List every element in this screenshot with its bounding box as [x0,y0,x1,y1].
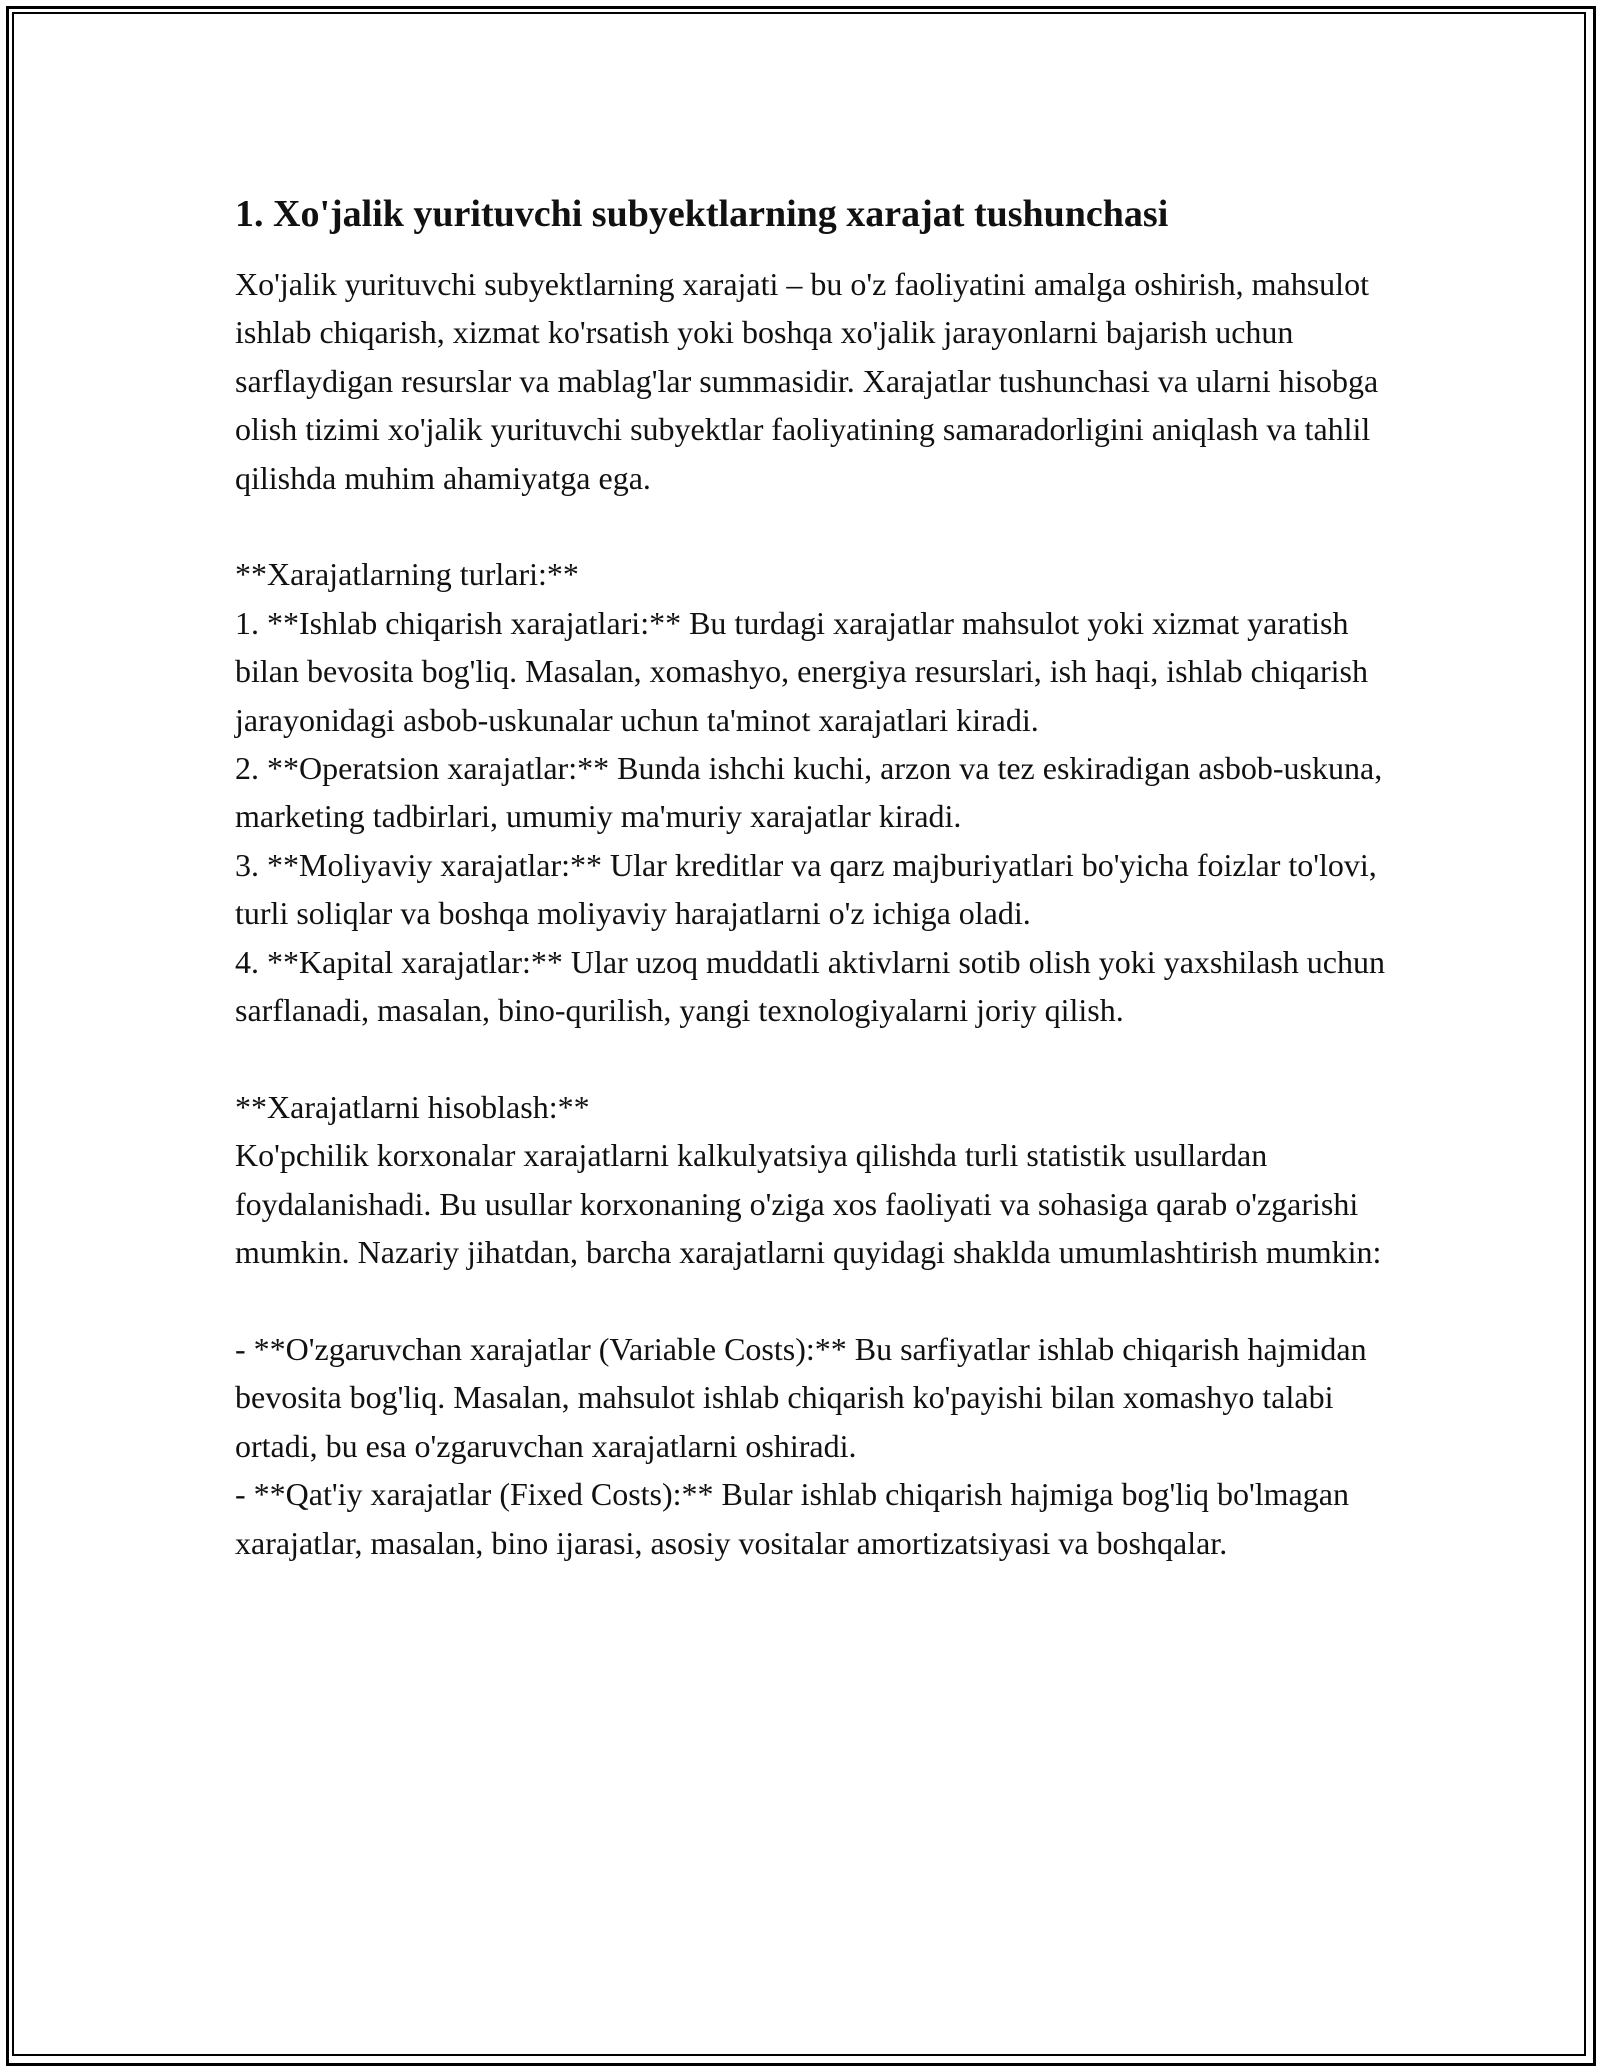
types-item-1: 1. **Ishlab chiqarish xarajatlari:** Bu turdagi xarajatlar mahsulot yoki xizmat yaratish bilan bevosita bog'liq. Masalan, xomashyo, energiya resurslari, ish haqi, ishlab chiqarish jarayonidagi asbob-uskunalar uchun ta'minot xarajatlari kiradi. [235,604,1368,738]
types-item-4: 4. **Kapital xarajatlar:** Ular uzoq muddatli aktivlarni sotib olish yoki yaxshilash uchun sarflanadi, masalan, bino-qurilish, yangi texnologiyalarni joriy qilish. [235,943,1385,1029]
variable-costs-item: - **O'zgaruvchan xarajatlar (Variable Costs):** Bu sarfiyatlar ishlab chiqarish hajmidan bevosita bog'liq. Masalan, mahsulot ishlab chiqarish ko'payishi bilan xomashyo talabi ortadi, bu esa o'zgaruvchan xarajatlarni oshiradi. [235,1330,1367,1464]
document-page [235,190,1385,1567]
paragraph-spacer [235,502,1385,550]
fixed-costs-item: - **Qat'iy xarajatlar (Fixed Costs):** Bular ishlab chiqarish hajmiga bog'liq bo'lmagan xarajatlar, masalan, bino ijarasi, asosiy vositalar amortizatsiyasi va boshqalar. [235,1476,1349,1561]
document-title: 1. Xo'jalik yurituvchi subyektlarning xarajat tushunchasi [235,193,1169,235]
paragraph-spacer [235,1277,1385,1325]
calculation-paragraph: Ko'pchilik korxonalar xarajatlarni kalkulyatsiya qilishda turli statistik usullardan foydalanishadi. Bu usullar korxonaning o'ziga xos faoliyati va sohasiga qarab o'zgarishi mumkin. Nazariy jihatdan, barcha xarajatlarni quyidagi shaklda umumlashtirish mumkin: [235,1137,1382,1271]
calculation-heading: **Xarajatlarni hisoblash:** [235,1088,590,1125]
paragraph-spacer [235,1034,1385,1082]
types-item-3: 3. **Moliyaviy xarajatlar:** Ular kreditlar va qarz majburiyatlari bo'yicha foizlar to'lovi, turli soliqlar va boshqa moliyaviy harajatlarni o'z ichiga oladi. [235,846,1377,932]
types-heading: **Xarajatlarning turlari:** [235,556,579,593]
types-item-2: 2. **Operatsion xarajatlar:** Bunda ishchi kuchi, arzon va tez eskiradigan asbob-uskuna, marketing tadbirlari, umumiy ma'muriy xarajatlar kiradi. [235,750,1383,835]
document-body [235,260,1385,1567]
intro-paragraph: Xo'jalik yurituvchi subyektlarning xarajati – bu o'z faoliyatini amalga oshirish, mahsulot ishlab chiqarish, xizmat ko'rsatish yoki boshqa xo'jalik jarayonlarni bajarish uchun sarflaydigan resurslar va mablag'lar summasidir. Xarajatlar tushunchasi va ularni hisobga olish tizimi xo'jalik yurituvchi subyektlar faoliyatining samaradorligini aniqlash va tahlil qilishda muhim ahamiyatga ega. [235,266,1379,496]
